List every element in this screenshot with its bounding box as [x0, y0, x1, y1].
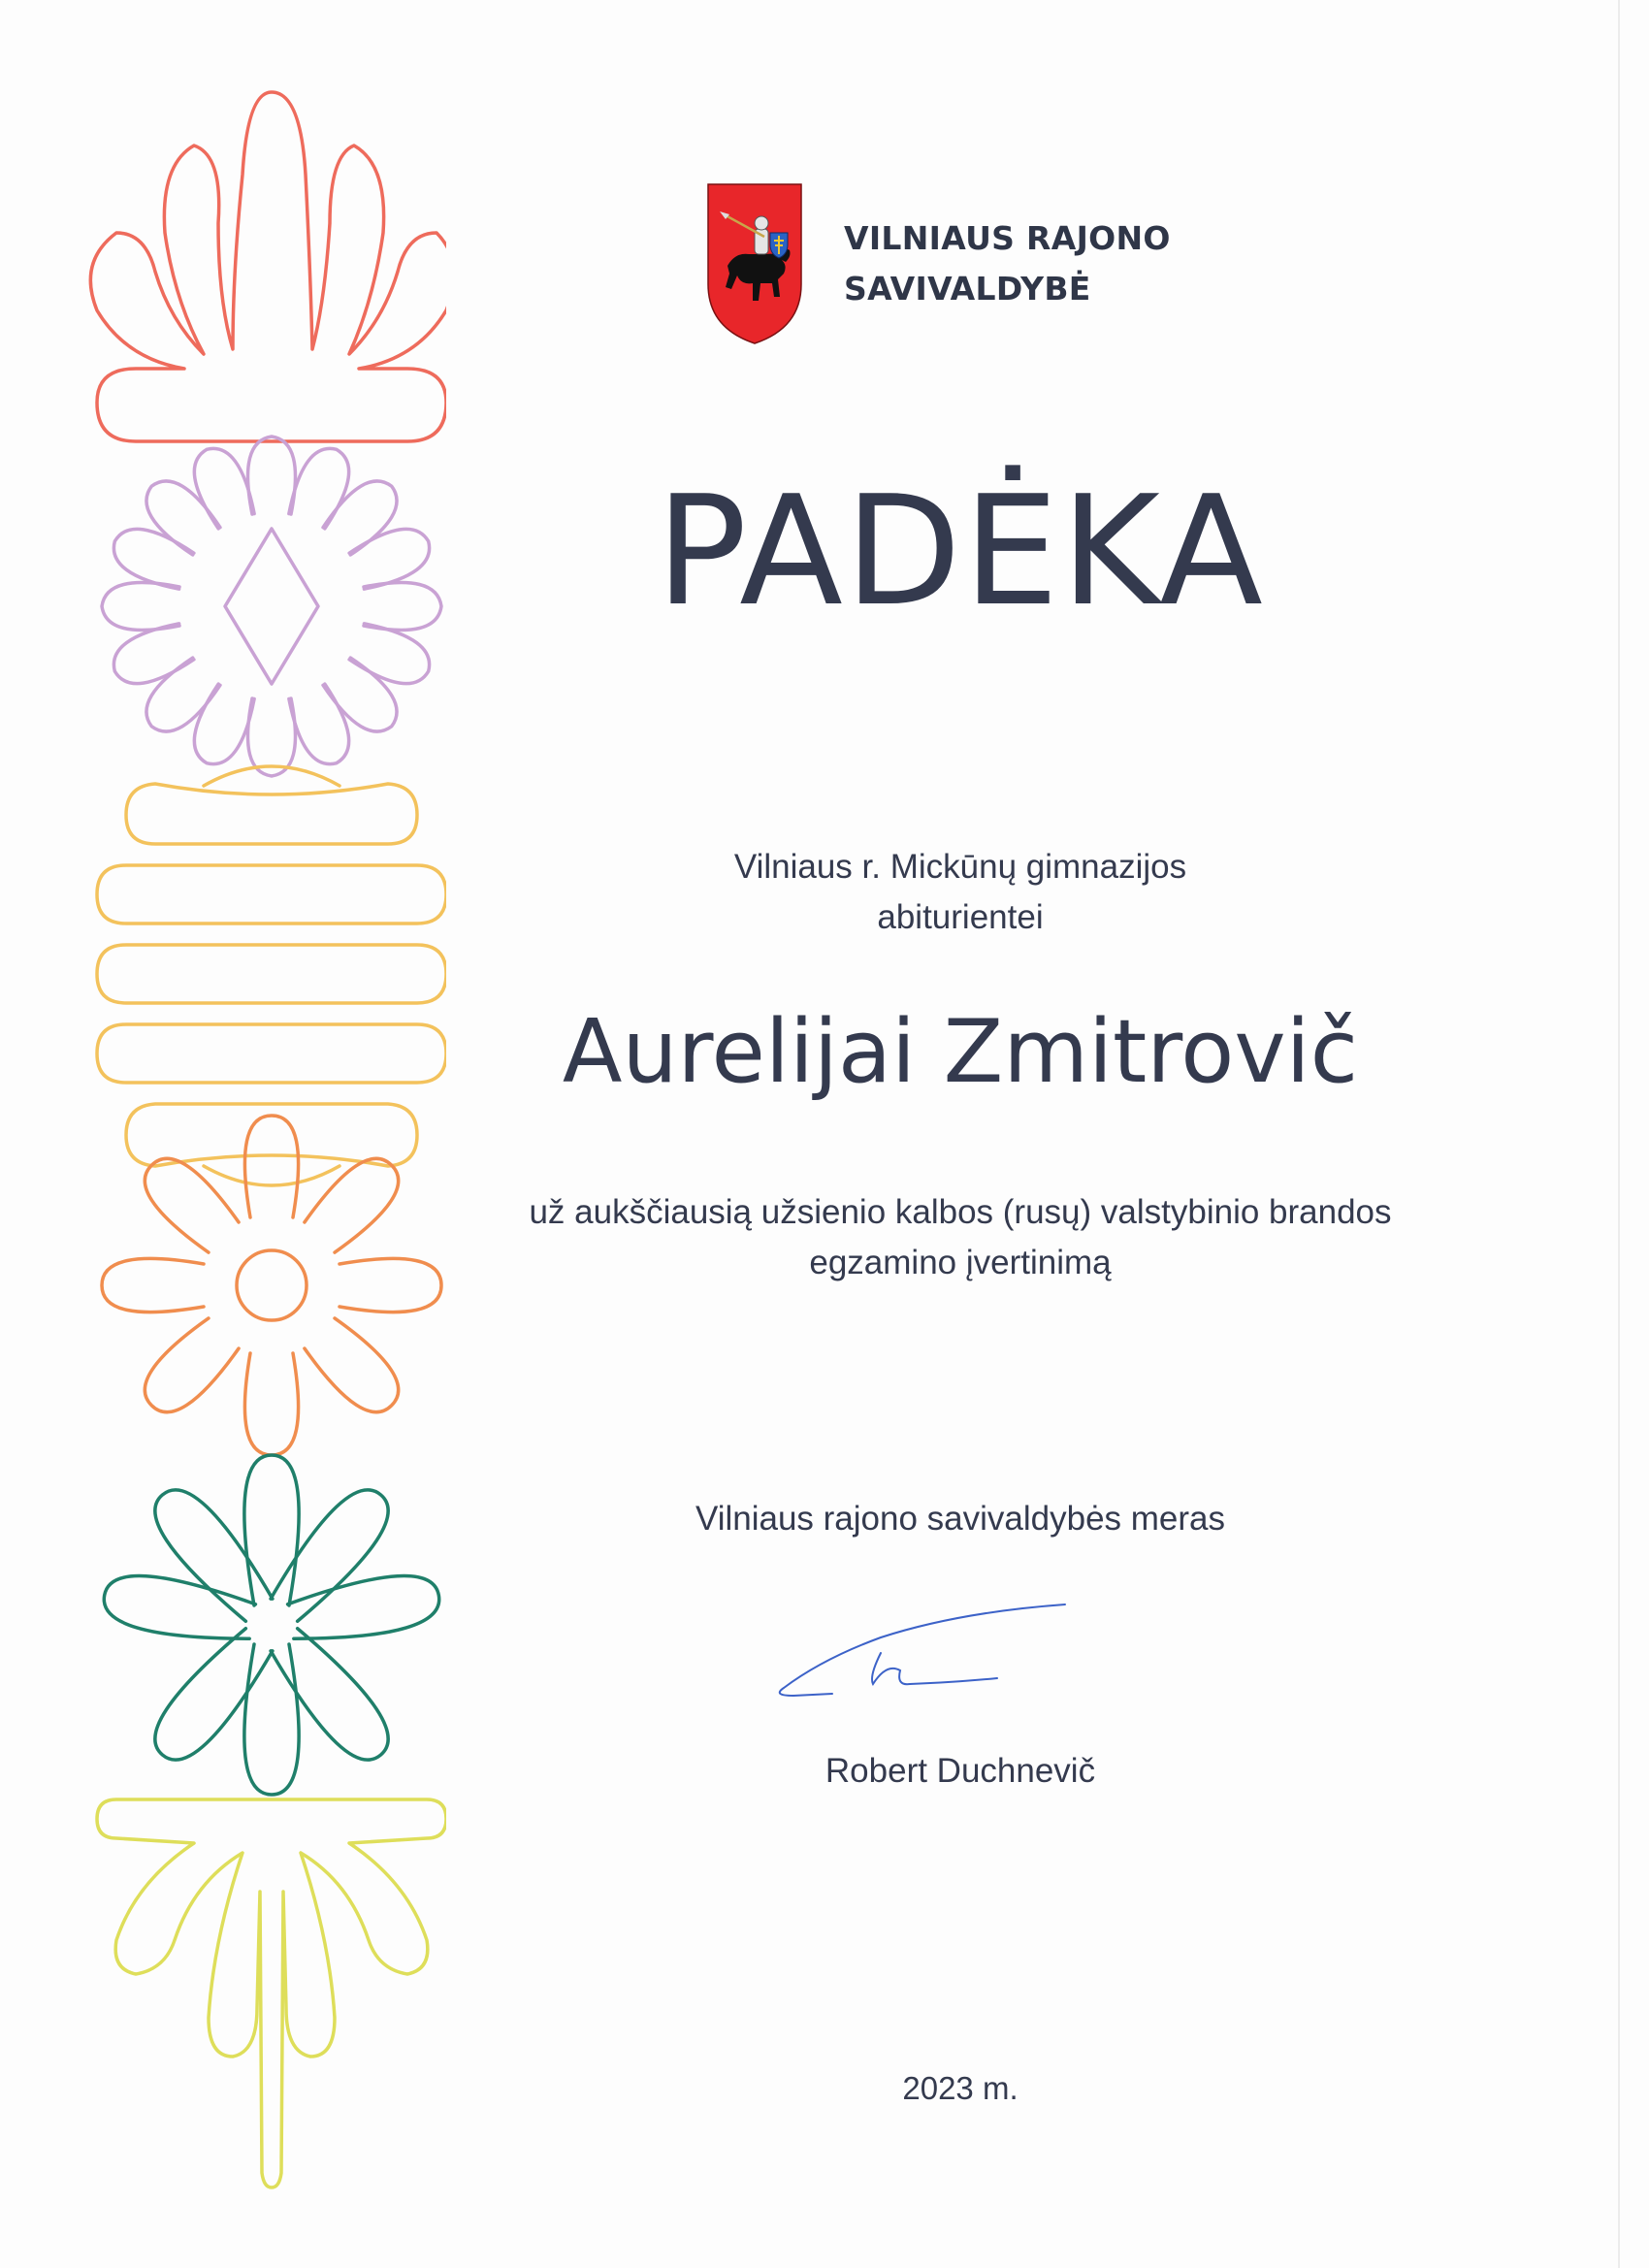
award-reason [436, 1187, 1484, 1288]
issue-year: 2023 m. [902, 2070, 1018, 2106]
ornament-crown-motif [97, 1799, 446, 2187]
award-reason-line1: už aukščiausią užsienio kalbos (rusų) valstybinio brandos [529, 1193, 1392, 1231]
recipient-intro-line2: abiturientei [877, 898, 1044, 936]
municipality-name-line1: VILNIAUS RAJONO [844, 219, 1171, 257]
signer-name: Robert Duchnevič [824, 1752, 1096, 1790]
municipality-name [844, 213, 1171, 314]
ornament-bars-motif [97, 766, 446, 1185]
handwritten-signature [764, 1599, 1084, 1705]
signer-title: Vilniaus rajono savivaldybės meras [695, 1500, 1226, 1538]
ornament-fan-motif [90, 92, 446, 441]
recipient-intro [436, 842, 1484, 943]
page-edge [1618, 0, 1620, 2268]
ornament-star-motif [100, 1455, 443, 1795]
award-reason-line2: egzamino įvertinimą [809, 1244, 1112, 1281]
municipality-name-line2: SAVIVALDYBĖ [844, 270, 1091, 308]
ornament-svg [58, 78, 446, 2212]
recipient-intro-line1: Vilniaus r. Mickūnų gimnazijos [733, 848, 1187, 886]
ornament-flower-motif [102, 437, 441, 776]
municipality-header [706, 182, 1171, 345]
recipient-name: Aurelijai Zmitrovič [562, 1001, 1359, 1103]
folk-ornament-column [58, 78, 446, 2212]
certificate-title: PADĖKA [656, 463, 1265, 639]
coat-of-arms-icon [706, 182, 803, 345]
